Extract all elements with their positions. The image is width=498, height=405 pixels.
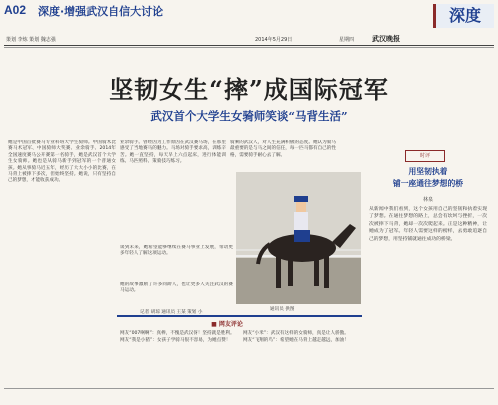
page-header: [0, 0, 498, 48]
headline: 坚韧女生“摔”成国际冠军: [109, 75, 389, 104]
commentary-tag: 时评: [405, 150, 445, 162]
paper-name: 武汉晚报: [372, 34, 400, 43]
reader-comments-box: [117, 315, 362, 387]
article-column-mid: 谈到未来，她希望能够继续在赛马事业上发展，带动更多年轻人了解这项运动。: [120, 245, 233, 257]
commentary-body: 从新闻中我们看到，这个女孩用自己的坚韧和执着实现了梦想。在通往梦想的路上，总会有坎坷与挫折，一次次被摔下马背，她却一次次爬起来。正是这种精神，让她成为了冠军。年轻人需要这样的榜样，去勇敢追逐自己的梦想，用坚持铺就通往成功的桥梁。: [369, 207, 487, 242]
jockey-photo: [236, 172, 361, 304]
commentary-author: 林泉: [422, 197, 433, 203]
article-column-2: 业余骑手。曾经因为工作原因在武汉赛马场，在那里感受了当地赛马的魅力。马场对骑手要求高，训练辛苦。她一直坚持，每天早上六点起床，进行体能训练、马匹照料、策骑技巧练习。: [120, 140, 226, 165]
byline: 记者 胡琼 通讯员 王某 策划 小: [140, 310, 203, 315]
article-column-mid-2: 她的故事激励了许多同龄人，也让更多人关注武汉的赛马运动。: [120, 282, 233, 294]
article-column-1: 她是中国首批赛马专业科班大学生骑师。中国骑术比赛马术冠军、中国骑师大奖赛、业余骑手、2014年全国速度赛马公开赛第一名骑手，她是武汉首个大学生女骑师。她也是从骑马新手到冠军的一个普通女孩。她从事骑马近五年，经历了大大小小的比赛，在马背上被摔下多次，但始终坚持。她说，只有坚持自己的梦想，才能收获成功。: [8, 140, 116, 184]
subheadline: 武汉首个大学生女骑师笑谈“马背生活”: [150, 109, 348, 123]
issue-date: 2014年5月29日: [255, 37, 293, 43]
article-column-3: 骑乘的武汉人，对人生充满积极的态度。她认为骑马最重要的是与马之间的信任，每一匹马都有自己的性格，需要骑手耐心去了解。: [230, 140, 336, 158]
commentary-box: [365, 140, 490, 384]
header-rule-secondary: [4, 47, 494, 48]
commentary-title: 用坚韧执着 铺一座通往梦想的桥: [392, 167, 464, 188]
header-rule: [4, 45, 494, 46]
bottom-rule: [4, 388, 494, 389]
reader-comments-title: ■ 网友评论: [211, 321, 243, 328]
page-number: A02: [4, 3, 27, 17]
credits: 策划 李炼 策划 魏志强: [6, 37, 56, 43]
reader-comments-right: 网友“小米”：武汉有这样的女骑师，真是让人骄傲。 网友“飞翔的鸟”：希望她在马背上越走越远，加油！: [243, 331, 349, 343]
section-title: 深度·增强武汉自信大讨论: [38, 5, 164, 18]
reader-comments-left: 网友“007啊啊”：真棒，不愧是武汉伢！坚持就是胜利。 网友“我是小猪”：女孩子学骑马很不容易，为她点赞！: [120, 331, 235, 343]
photo-caption: 通讯员 供图: [270, 307, 295, 312]
horse-rider-illustration: [236, 172, 361, 304]
issue-weekday: 星期四: [339, 37, 355, 43]
section-tag: 深度: [433, 4, 494, 28]
